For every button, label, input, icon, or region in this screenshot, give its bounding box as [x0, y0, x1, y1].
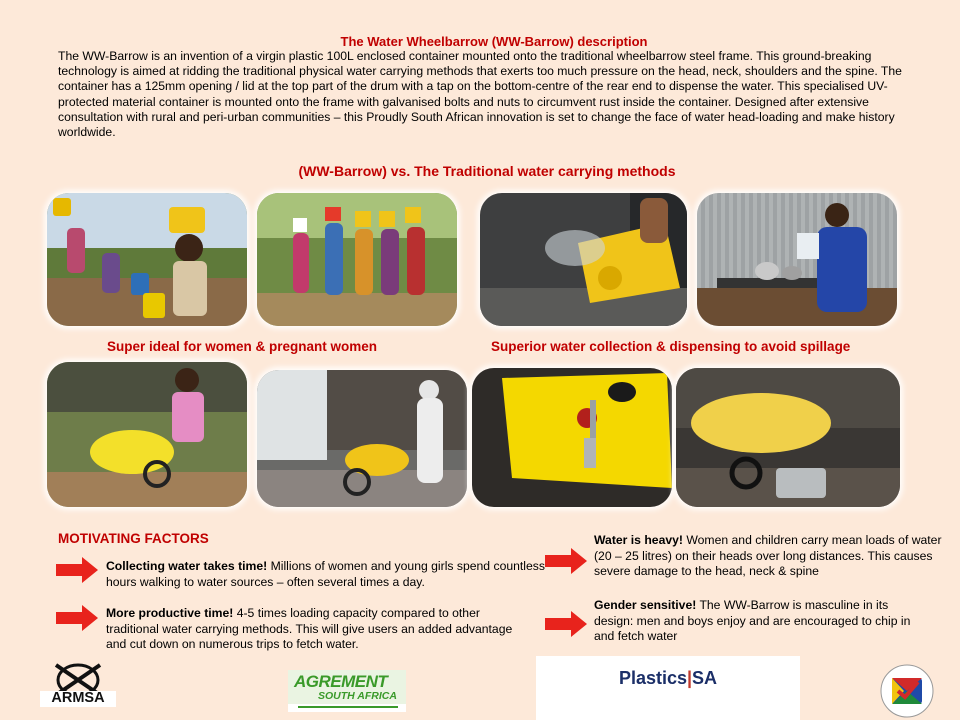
- factor-bold: More productive time!: [106, 606, 234, 620]
- arrow-icon: [545, 548, 587, 579]
- arrow-icon: [56, 557, 98, 588]
- page-title: The Water Wheelbarrow (WW-Barrow) description: [340, 34, 648, 49]
- photo-water-tap-splash: [480, 193, 687, 326]
- proudly-sa-logo: [880, 664, 934, 718]
- plastics-sa-logo-left: Plastics: [618, 668, 687, 688]
- factor-bold: Water is heavy!: [594, 533, 683, 547]
- arrow-icon: [545, 611, 587, 642]
- factor-text: The WW-Barrow is masculine in its design: men and boys enjoy and are encouraged to chip in and fetch water: [594, 598, 911, 643]
- photo-wwbarrow-with-pot: [676, 368, 900, 507]
- factor-gender-sensitive: [594, 598, 929, 645]
- photo-man-kitchen: [697, 193, 897, 326]
- factor-text: 4-5 times loading capacity compared to other traditional water carrying methods. This will give users an added advantage and cut down on numerous trips to fetch water.: [106, 606, 513, 651]
- photo-child-head-loading: [47, 193, 247, 326]
- agrement-logo-line2: SOUTH AFRICA: [318, 690, 397, 702]
- photo-woman-pushing-wwbarrow: [257, 370, 467, 507]
- caption-dispensing: Superior water collection & dispensing to avoid spillage: [491, 339, 851, 354]
- factor-water-heavy: [594, 533, 944, 580]
- factor-collecting-water: [106, 559, 546, 590]
- arrow-icon: [56, 605, 98, 636]
- armsa-logo-text: ARMSA: [51, 690, 105, 706]
- factor-text: Women and children carry mean loads of water (20 – 25 litres) on their heads over long distances. This causes severe damage to the head, neck & spine: [594, 533, 942, 578]
- plastics-sa-logo: [536, 656, 800, 720]
- photo-women-carrying-water: [257, 193, 457, 326]
- factor-bold: Gender sensitive!: [594, 598, 697, 612]
- photo-container-tap-closeup: [472, 368, 672, 507]
- motivating-factors-title: MOTIVATING FACTORS: [58, 531, 209, 546]
- plastics-sa-logo-right: SA: [692, 668, 718, 688]
- factor-productive-time: [106, 606, 531, 653]
- description-paragraph: The WW-Barrow is an invention of a virgin plastic 100L enclosed container mounted onto the traditional wheelbarrow steel frame. This ground-breaking technology is aimed at ridding the traditional physical water carrying methods that exerts too much pressure on the head, neck, shoulders and the spine. The container has a 125mm opening / lid at the top part of the drum with a tap on the bottom-centre of the rear end to dispense the water. This specialised UV-protected material container is mounted onto the frame with galvanised bolts and nuts to circumvent rust inside the container. Designed after extensive consultation with rural and peri-urban communities – this Proudly South African innovation is set to change the face of water head-loading and make history worldwide.: [58, 49, 902, 140]
- comparison-title: (WW-Barrow) vs. The Traditional water carrying methods: [298, 163, 676, 179]
- agrement-logo: [288, 670, 406, 712]
- photo-girl-with-wwbarrow: [47, 362, 247, 507]
- factor-bold: Collecting water takes time!: [106, 559, 268, 573]
- plastics-sa-logo-sep: |: [686, 668, 693, 688]
- factor-text: Millions of women and young girls spend countless hours walking to water sources – often several times a day.: [106, 559, 545, 589]
- agrement-logo-line1: AGREMENT: [294, 672, 388, 691]
- armsa-logo: [38, 663, 118, 708]
- caption-women: Super ideal for women & pregnant women: [107, 339, 378, 354]
